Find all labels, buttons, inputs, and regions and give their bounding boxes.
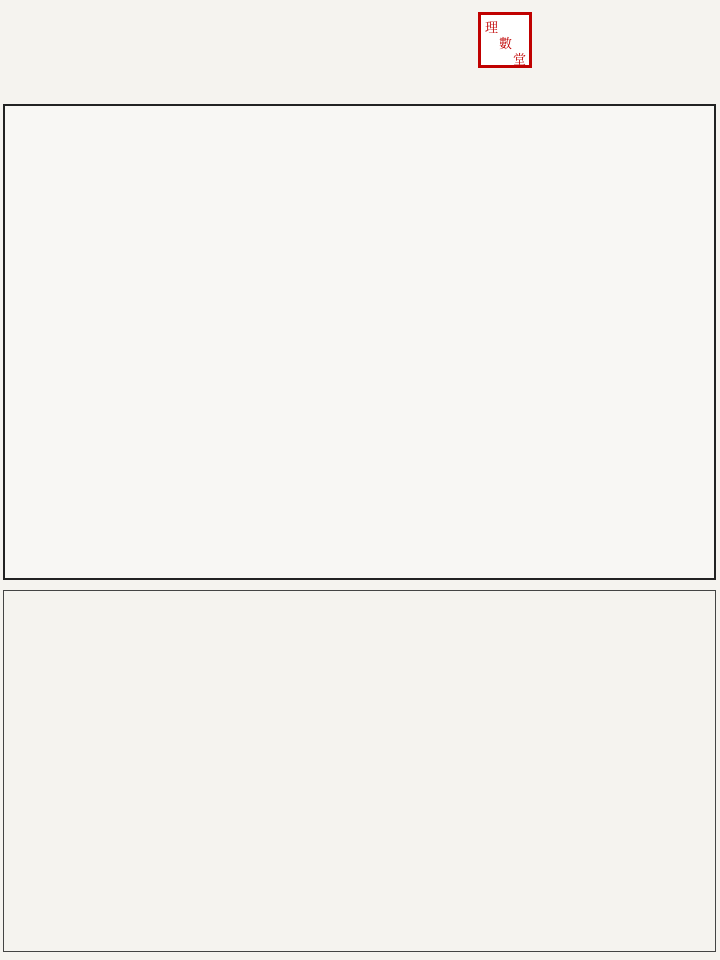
seal-stamp: 理 數 堂 (478, 12, 532, 68)
header-info (12, 6, 16, 22)
year-grid (3, 590, 716, 952)
logo (478, 8, 710, 72)
chart-top (3, 104, 716, 580)
